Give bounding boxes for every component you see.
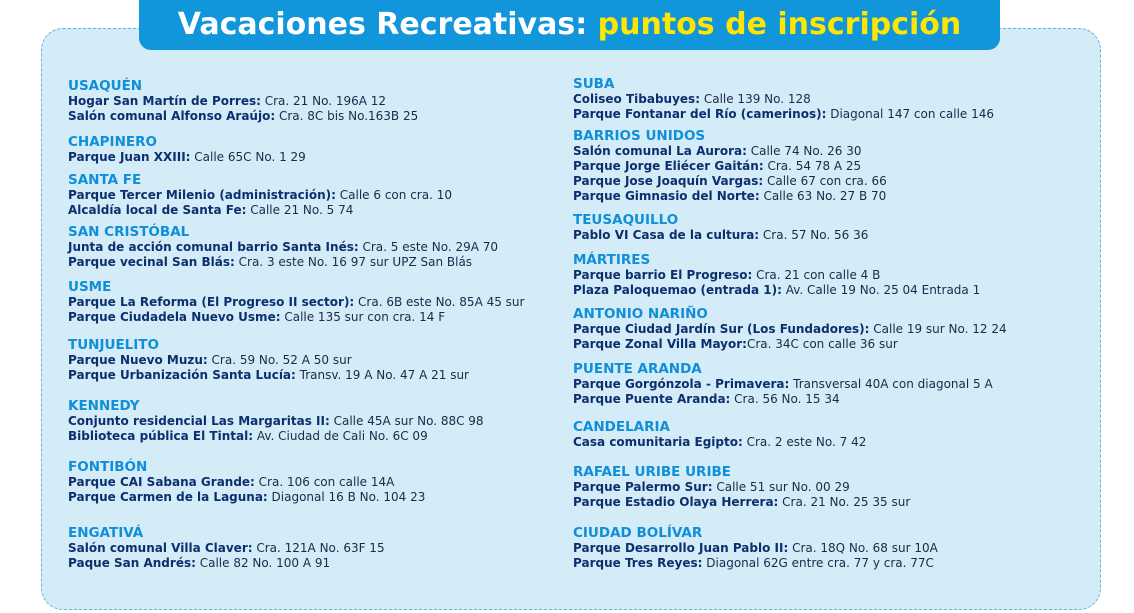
locality-group bbox=[573, 253, 1043, 298]
location-entry bbox=[68, 353, 538, 368]
place-name: Parque Ciudad Jardín Sur (Los Fundadores): bbox=[573, 322, 870, 336]
place-name: Salón comunal La Aurora: bbox=[573, 144, 747, 158]
locality-heading: TUNJUELITO bbox=[68, 337, 159, 353]
location-entry bbox=[68, 203, 538, 218]
locality-group bbox=[68, 173, 538, 218]
locality-heading: CHAPINERO bbox=[68, 134, 157, 150]
locality-heading: KENNEDY bbox=[68, 398, 140, 414]
place-name: Parque Puente Aranda: bbox=[573, 392, 731, 406]
location-entry bbox=[573, 283, 1043, 298]
place-address: Av. Calle 19 No. 25 04 Entrada 1 bbox=[781, 283, 981, 297]
location-entry bbox=[573, 107, 1043, 122]
locality-heading: USME bbox=[68, 279, 112, 295]
place-name: Salón comunal Alfonso Araújo: bbox=[68, 109, 276, 123]
place-name: Parque Jorge Eliécer Gaitán: bbox=[573, 159, 764, 173]
location-entry bbox=[68, 541, 538, 556]
place-name: Parque Palermo Sur: bbox=[573, 480, 713, 494]
place-address: Transversal 40A con diagonal 5 A bbox=[789, 377, 993, 391]
place-address: Cra. 8C bis No.163B 25 bbox=[275, 109, 419, 123]
location-entry bbox=[68, 310, 538, 325]
place-address: Calle 67 con cra. 66 bbox=[763, 174, 887, 188]
title-main: Vacaciones Recreativas: bbox=[177, 7, 588, 42]
place-address: Calle 82 No. 100 A 91 bbox=[195, 556, 331, 570]
locality-group bbox=[68, 135, 538, 165]
place-address: Cra. 21 No. 25 35 sur bbox=[778, 495, 911, 509]
location-entry bbox=[573, 159, 1043, 174]
locality-group bbox=[573, 465, 1043, 510]
locality-heading: CIUDAD BOLÍVAR bbox=[573, 525, 703, 541]
location-entry bbox=[573, 322, 1043, 337]
locality-heading: USAQUÉN bbox=[68, 78, 143, 94]
place-name: Parque Zonal Villa Mayor: bbox=[573, 337, 747, 351]
place-address: Calle 65C No. 1 29 bbox=[190, 150, 306, 164]
place-name: Parque Estadio Olaya Herrera: bbox=[573, 495, 779, 509]
locality-heading: CANDELARIA bbox=[573, 419, 670, 435]
location-entry bbox=[68, 490, 538, 505]
location-entry bbox=[573, 92, 1043, 107]
place-name: Coliseo Tibabuyes: bbox=[573, 92, 701, 106]
location-entry bbox=[68, 414, 538, 429]
location-entry bbox=[573, 435, 1043, 450]
place-address: Diagonal 147 con calle 146 bbox=[826, 107, 994, 121]
place-name: Parque barrio El Progreso: bbox=[573, 268, 753, 282]
place-address: Calle 63 No. 27 B 70 bbox=[759, 189, 887, 203]
place-name: Parque Juan XXIII: bbox=[68, 150, 191, 164]
place-name: Parque Urbanización Santa Lucía: bbox=[68, 368, 296, 382]
place-address: Calle 51 sur No. 00 29 bbox=[712, 480, 850, 494]
location-entry bbox=[573, 377, 1043, 392]
location-entry bbox=[68, 240, 538, 255]
locality-heading: RAFAEL URIBE URIBE bbox=[573, 464, 731, 480]
locality-group bbox=[573, 213, 1043, 243]
location-entry bbox=[573, 337, 1043, 352]
place-address: Calle 6 con cra. 10 bbox=[335, 188, 452, 202]
place-address: Av. Ciudad de Cali No. 6C 09 bbox=[253, 429, 428, 443]
locality-heading: ENGATIVÁ bbox=[68, 525, 144, 541]
locality-heading: PUENTE ARANDA bbox=[573, 361, 702, 377]
place-address: Calle 45A sur No. 88C 98 bbox=[329, 414, 484, 428]
locality-group bbox=[573, 129, 1043, 204]
place-name: Casa comunitaria Egipto: bbox=[573, 435, 743, 449]
place-name: Hogar San Martín de Porres: bbox=[68, 94, 261, 108]
locality-heading: MÁRTIRES bbox=[573, 252, 651, 268]
location-entry bbox=[573, 495, 1043, 510]
place-address: Cra. 34C con calle 36 sur bbox=[746, 337, 898, 351]
locality-group bbox=[68, 79, 538, 124]
location-entry bbox=[68, 429, 538, 444]
locality-group bbox=[573, 362, 1043, 407]
place-name: Parque Jose Joaquín Vargas: bbox=[573, 174, 764, 188]
location-entry bbox=[68, 295, 538, 310]
place-name: Parque Tercer Milenio (administración): bbox=[68, 188, 336, 202]
locality-group bbox=[68, 460, 538, 505]
place-address: Calle 19 sur No. 12 24 bbox=[869, 322, 1007, 336]
locality-heading: TEUSAQUILLO bbox=[573, 212, 679, 228]
title-banner bbox=[139, 0, 1000, 50]
place-name: Parque Nuevo Muzu: bbox=[68, 353, 208, 367]
locality-group bbox=[68, 526, 538, 571]
location-entry bbox=[68, 255, 538, 270]
location-entry bbox=[68, 94, 538, 109]
locality-group bbox=[68, 280, 538, 325]
title-highlight: puntos de inscripción bbox=[597, 7, 962, 42]
locality-group bbox=[573, 307, 1043, 352]
place-address: Cra. 106 con calle 14A bbox=[254, 475, 395, 489]
place-address: Calle 139 No. 128 bbox=[700, 92, 811, 106]
place-name: Biblioteca pública El Tintal: bbox=[68, 429, 253, 443]
place-address: Calle 74 No. 26 30 bbox=[746, 144, 862, 158]
place-name: Parque vecinal San Blás: bbox=[68, 255, 235, 269]
place-name: Parque Tres Reyes: bbox=[573, 556, 703, 570]
place-name: Junta de acción comunal barrio Santa Inés: bbox=[68, 240, 359, 254]
place-name: Alcaldía local de Santa Fe: bbox=[68, 203, 247, 217]
place-address: Cra. 121A No. 63F 15 bbox=[252, 541, 385, 555]
locality-heading: FONTIBÓN bbox=[68, 459, 148, 475]
place-name: Parque Gorgónzola - Primavera: bbox=[573, 377, 790, 391]
location-entry bbox=[68, 188, 538, 203]
locality-heading: BARRIOS UNIDOS bbox=[573, 128, 706, 144]
locality-heading: SAN CRISTÓBAL bbox=[68, 224, 190, 240]
place-address: Cra. 2 este No. 7 42 bbox=[742, 435, 867, 449]
location-entry bbox=[573, 144, 1043, 159]
locality-group bbox=[573, 77, 1043, 122]
location-entry bbox=[573, 480, 1043, 495]
place-name: Parque Gimnasio del Norte: bbox=[573, 189, 760, 203]
place-address: Cra. 18Q No. 68 sur 10A bbox=[788, 541, 938, 555]
place-name: Parque CAI Sabana Grande: bbox=[68, 475, 255, 489]
place-name: Parque Desarrollo Juan Pablo II: bbox=[573, 541, 789, 555]
location-entry bbox=[573, 541, 1043, 556]
location-entry bbox=[573, 556, 1043, 571]
location-entry bbox=[573, 189, 1043, 204]
location-entry bbox=[573, 268, 1043, 283]
place-address: Transv. 19 A No. 47 A 21 sur bbox=[295, 368, 469, 382]
locality-heading: ANTONIO NARIÑO bbox=[573, 306, 708, 322]
place-name: Parque La Reforma (El Progreso II sector): bbox=[68, 295, 355, 309]
place-address: Cra. 21 No. 196A 12 bbox=[260, 94, 387, 108]
location-entry bbox=[68, 475, 538, 490]
locality-group bbox=[573, 526, 1043, 571]
place-name: Paque San Andrés: bbox=[68, 556, 196, 570]
place-address: Cra. 3 este No. 16 97 sur UPZ San Blás bbox=[234, 255, 473, 269]
place-address: Calle 21 No. 5 74 bbox=[246, 203, 354, 217]
location-entry bbox=[68, 109, 538, 124]
place-address: Cra. 5 este No. 29A 70 bbox=[358, 240, 499, 254]
location-entry bbox=[68, 556, 538, 571]
place-address: Cra. 21 con calle 4 B bbox=[752, 268, 881, 282]
locality-group bbox=[573, 420, 1043, 450]
locality-group bbox=[68, 399, 538, 444]
place-address: Diagonal 16 B No. 104 23 bbox=[267, 490, 426, 504]
locality-heading: SANTA FE bbox=[68, 172, 142, 188]
place-name: Parque Carmen de la Laguna: bbox=[68, 490, 268, 504]
place-address: Cra. 56 No. 15 34 bbox=[730, 392, 840, 406]
place-name: Parque Ciudadela Nuevo Usme: bbox=[68, 310, 281, 324]
location-entry bbox=[573, 174, 1043, 189]
location-entry bbox=[573, 392, 1043, 407]
locality-group bbox=[68, 338, 538, 383]
place-address: Cra. 54 78 A 25 bbox=[763, 159, 862, 173]
locality-group bbox=[68, 225, 538, 270]
place-name: Parque Fontanar del Río (camerinos): bbox=[573, 107, 827, 121]
place-address: Cra. 57 No. 56 36 bbox=[759, 228, 869, 242]
location-entry bbox=[68, 368, 538, 383]
location-entry bbox=[68, 150, 538, 165]
place-name: Plaza Paloquemao (entrada 1): bbox=[573, 283, 782, 297]
place-name: Pablo VI Casa de la cultura: bbox=[573, 228, 760, 242]
place-name: Salón comunal Villa Claver: bbox=[68, 541, 253, 555]
place-address: Calle 135 sur con cra. 14 F bbox=[280, 310, 446, 324]
place-address: Diagonal 62G entre cra. 77 y cra. 77C bbox=[702, 556, 934, 570]
place-address: Cra. 6B este No. 85A 45 sur bbox=[354, 295, 525, 309]
place-address: Cra. 59 No. 52 A 50 sur bbox=[207, 353, 352, 367]
place-name: Conjunto residencial Las Margaritas II: bbox=[68, 414, 330, 428]
locality-heading: SUBA bbox=[573, 76, 615, 92]
location-entry bbox=[573, 228, 1043, 243]
